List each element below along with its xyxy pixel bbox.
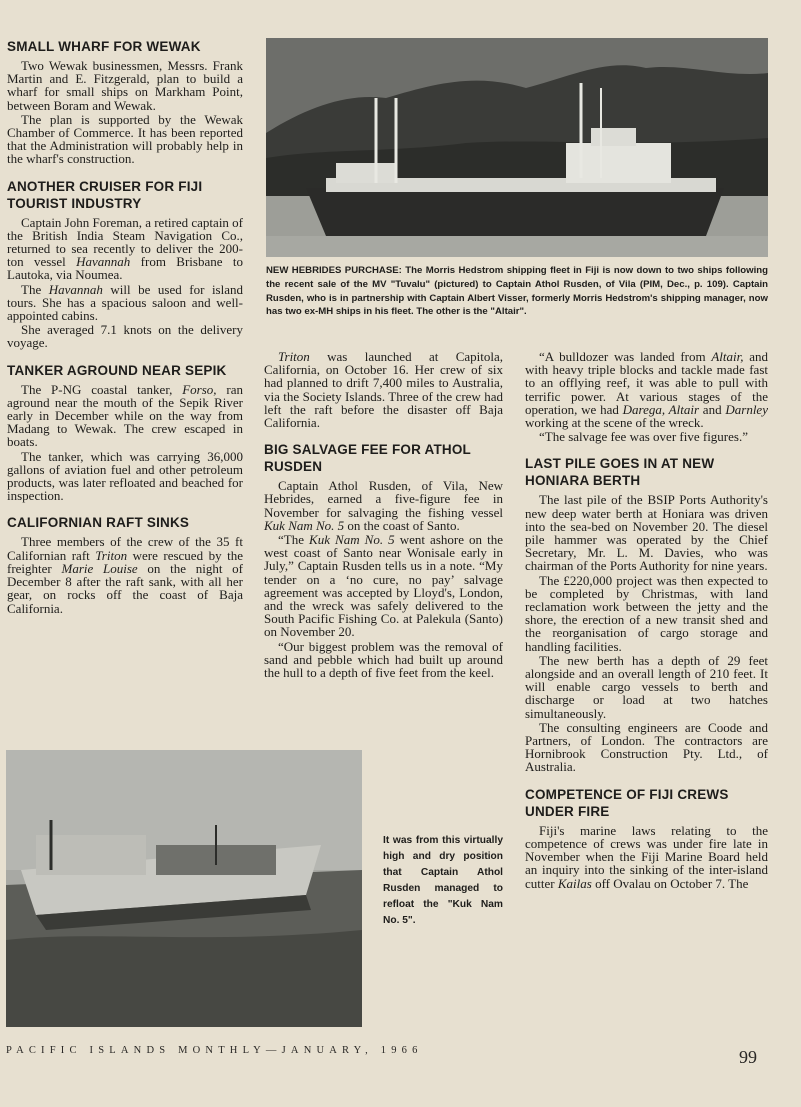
photo-tuvalu bbox=[266, 38, 768, 257]
headline: TANKER AGROUND NEAR SEPIK bbox=[7, 362, 227, 378]
paragraph: The plan is supported by the Wewak Chamber of Commerce. It has been reported that the Administration will probably help in the wharf's construction. bbox=[7, 111, 243, 167]
paragraph: “A bulldozer was landed from Altair, and with heavy triple blocks and tackle made fast to an offlying reef, it was able to pull with terrific power. At various stages of the operation, we had Darega, Altair and Darnley working at the scene of the wreck. bbox=[525, 349, 768, 431]
paragraph: The P-NG coastal tanker, Forso, ran aground near the mouth of the Sepik River early in December while on the way from Madang to Wewak. The crew escaped in boats. bbox=[7, 381, 243, 450]
article-raft bbox=[7, 514, 243, 614]
paragraph: The £220,000 project was then expected to be completed by Christmas, with land reclamation work between the jetty and the shore, the erection of a new transit shed and the reorganisation of cargo storage and handling facilities. bbox=[525, 572, 768, 654]
paragraph: “The Kuk Nam No. 5 went ashore on the west coast of Santo near Wonisale early in July,” Captain Rusden tells us in a note. “My tender on a ‘no cure, no pay’ salvage agreement was accepted by Lloyd's, London, and the wreck was safely delivered to the South Pacific Fishing Co. at Palekula (Santo) on November 20. bbox=[264, 532, 503, 640]
ship-photo-image bbox=[266, 38, 768, 257]
paragraph: The tanker, which was carrying 36,000 gallons of aviation fuel and other petroleum products, was later refloated and beached for inspection. bbox=[7, 448, 243, 504]
column-left bbox=[7, 38, 243, 615]
paragraph: Two Wewak businessmen, Messrs. Frank Martin and E. Fitzgerald, plan to build a wharf for small ships on Markham Point, between Boram and Wewak. bbox=[7, 58, 243, 113]
article-honiara bbox=[525, 455, 768, 773]
paragraph: “Our biggest problem was the removal of sand and pebble which had built up around the hull to a depth of five feet from the keel. bbox=[264, 638, 503, 681]
wreck-photo-image bbox=[6, 750, 362, 1027]
paragraph: Captain Athol Rusden, of Vila, New Hebrides, earned a five-figure fee in November for salvaging the fishing vessel Kuk Nam No. 5 on the coast of Santo. bbox=[264, 478, 503, 533]
paragraph: Captain John Foreman, a retired captain of the British India Steam Navigation Co., returned to sea recently to deliver the 200-ton vessel Havannah from Brisbane to Lautoka, via Noumea. bbox=[7, 214, 244, 283]
article-salvage bbox=[264, 441, 503, 679]
headline: SMALL WHARF FOR WEWAK bbox=[7, 39, 201, 54]
paragraph: The last pile of the BSIP Ports Authority's new deep water berth at Honiara was driven into the sea-bed on November 20. The diesel pile hammer was operated by the Chief Secretary, Mr. L. M. Davies, who was chairman of the Ports Authority for nine years. bbox=[525, 492, 768, 574]
article-tanker bbox=[7, 362, 243, 503]
photo-kuk-nam bbox=[6, 750, 362, 1027]
headline: LAST PILE GOES IN AT NEW HONIARA BERTH bbox=[525, 456, 715, 489]
paragraph: Triton was launched at Capitola, California, on October 16. Her crew of six had planned to drift 7,400 miles to Australia, via the Society Islands. Three of the crew had left the raft before the disaster off Baja California. bbox=[264, 349, 503, 431]
headline: COMPETENCE OF FIJI CREWS UNDER FIRE bbox=[525, 786, 729, 819]
article-wharf bbox=[7, 38, 243, 166]
caption-kuk-nam: It was from this virtually high and dry position that Captain Athol Rusden managed to refloat the "Kuk Nam No. 5". bbox=[383, 835, 503, 926]
page-footer: PACIFIC ISLANDS MONTHLY—JANUARY, 1966 bbox=[6, 1045, 423, 1056]
caption-tuvalu: NEW HEBRIDES PURCHASE: The Morris Hedstrom shipping fleet in Fiji is now down to two ships following the recent sale of the MV "Tuvalu" (pictured) to Captain Athol Rusden, of Vila (PIM, Dec., p. 109). Captain Rusden, who is in partnership with Captain Albert Visser, formerly Morris Hedstrom's shipping manager, now has two ex-MH ships in his fleet. The other is the "Altair". bbox=[266, 265, 768, 318]
paragraph: “The salvage fee was over five figures.” bbox=[539, 429, 748, 445]
headline: CALIFORNIAN RAFT SINKS bbox=[7, 515, 190, 531]
paragraph: The new berth has a depth of 29 feet alongside and an overall length of 210 feet. It will enable cargo vessels to berth and discharge or load at two hatches simultaneously. bbox=[525, 652, 768, 721]
article-cruiser bbox=[7, 178, 243, 350]
paragraph: Three members of the crew of the 35 ft Californian raft Triton were rescued by the freighter Marie Louise on the night of December 8 after the raft sank, with all her gear, on rocks off the coast of Baja California. bbox=[7, 534, 243, 616]
article-fiji-crews bbox=[525, 786, 768, 890]
headline: ANOTHER CRUISER FOR FIJI TOURIST INDUSTRY bbox=[7, 178, 203, 211]
headline: BIG SALVAGE FEE FOR ATHOL RUSDEN bbox=[264, 442, 471, 475]
column-right bbox=[525, 350, 768, 890]
paragraph: She averaged 7.1 knots on the delivery voyage. bbox=[7, 322, 243, 351]
column-middle bbox=[264, 350, 503, 679]
page-number: 99 bbox=[739, 1047, 757, 1067]
paragraph: The consulting engineers are Coode and Partners, of London. The contractors are Hornibrook Construction Pty. Ltd., of Australia. bbox=[525, 719, 768, 775]
paragraph: Fiji's marine laws relating to the competence of crews was under fire late in November when the Fiji Marine Board held an inquiry into the sinking of the inter-island cutter Kailas off Ovalau on October 7. The bbox=[525, 822, 768, 891]
paragraph: The Havannah will be used for island tours. She has a spacious saloon and well-appointed cabins. bbox=[7, 281, 243, 324]
